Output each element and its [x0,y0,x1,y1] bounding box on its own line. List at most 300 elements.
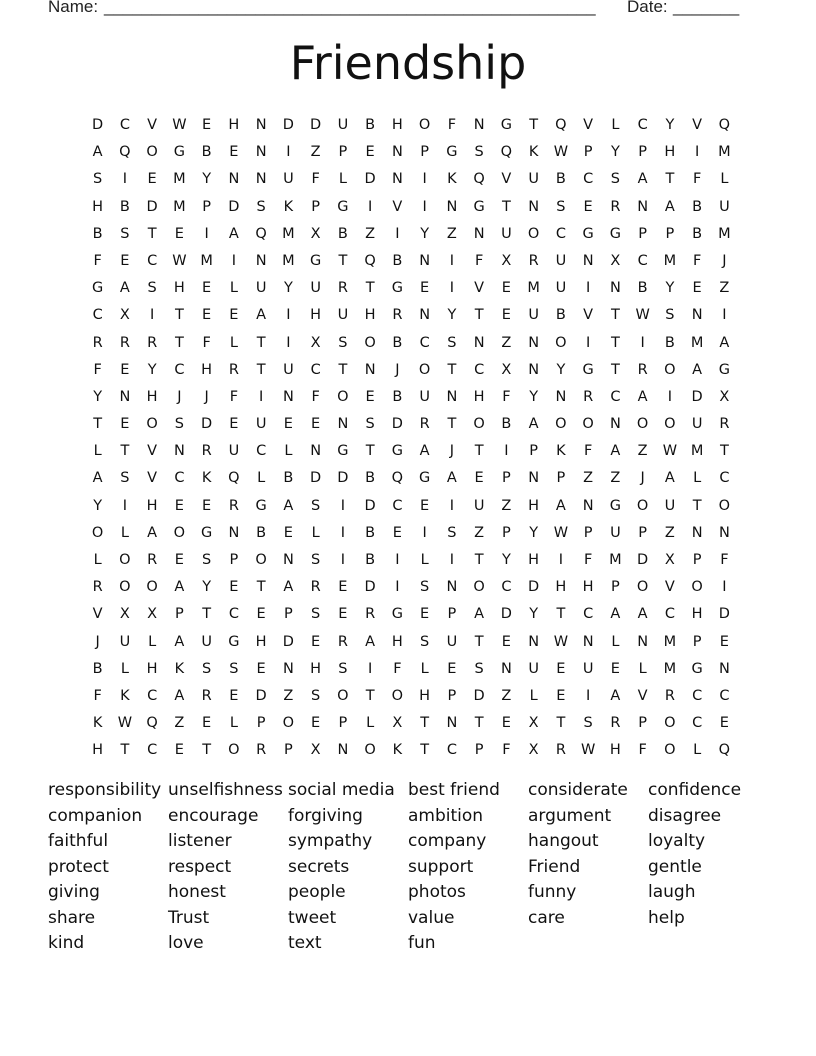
grid-letter[interactable]: D [255,687,267,704]
grid-letter[interactable]: N [391,171,403,188]
grid-letter[interactable]: V [474,280,485,297]
grid-letter[interactable]: V [392,198,403,215]
grid-letter[interactable]: U [228,443,240,460]
grid-letter[interactable]: E [174,742,184,759]
grid-letter[interactable]: W [172,252,187,269]
grid-letter[interactable]: E [692,280,702,297]
grid-letter[interactable]: O [146,144,158,161]
grid-letter[interactable]: U [555,280,567,297]
grid-letter[interactable]: S [120,470,130,487]
grid-letter[interactable]: P [284,742,293,759]
grid-letter[interactable]: A [92,470,103,487]
grid-letter[interactable]: H [691,606,703,623]
grid-letter[interactable]: G [92,280,104,297]
grid-letter[interactable]: N [446,579,458,596]
grid-letter[interactable]: G [201,524,213,541]
grid-letter[interactable]: F [692,171,702,188]
grid-letter[interactable]: F [692,252,702,269]
grid-letter[interactable]: X [501,361,512,378]
grid-letter[interactable]: U [610,524,621,541]
grid-letter[interactable]: Y [610,144,620,161]
grid-letter[interactable]: N [228,524,240,541]
grid-letter[interactable]: N [691,307,703,324]
grid-letter[interactable]: N [310,443,322,460]
grid-letter[interactable]: P [638,524,647,541]
grid-letter[interactable]: C [719,470,730,487]
grid-letter[interactable]: X [528,742,539,759]
grid-letter[interactable]: U [691,416,703,433]
grid-letter[interactable]: C [392,497,403,514]
grid-letter[interactable]: G [609,225,621,242]
grid-letter[interactable]: N [609,280,621,297]
grid-letter[interactable]: K [92,715,103,732]
grid-letter[interactable]: R [664,687,675,704]
grid-letter[interactable]: G [609,497,621,514]
grid-letter[interactable]: T [610,361,620,378]
grid-letter[interactable]: E [338,579,348,596]
grid-letter[interactable]: Z [283,687,294,704]
grid-letter[interactable]: E [202,497,212,514]
grid-letter[interactable]: S [583,715,593,732]
grid-letter[interactable]: J [449,443,455,460]
grid-letter[interactable]: C [664,606,675,623]
grid-letter[interactable]: W [553,524,569,541]
grid-letter[interactable]: A [474,606,485,623]
grid-letter[interactable]: L [229,334,238,351]
grid-letter[interactable]: M [663,252,677,269]
grid-letter[interactable]: H [310,307,322,324]
grid-letter[interactable]: F [93,361,102,378]
grid-letter[interactable]: C [174,470,185,487]
grid-letter[interactable]: I [694,144,700,161]
grid-letter[interactable]: B [555,171,566,188]
grid-letter[interactable]: I [422,524,427,541]
grid-letter[interactable]: O [473,416,485,433]
grid-letter[interactable]: O [636,579,649,596]
grid-letter[interactable]: G [718,361,730,378]
grid-letter[interactable]: N [473,225,485,242]
grid-letter[interactable]: M [527,280,540,297]
grid-letter[interactable]: B [392,334,403,351]
grid-letter[interactable]: Y [283,280,293,297]
grid-letter[interactable]: G [582,361,594,378]
grid-letter[interactable]: L [338,171,347,188]
grid-letter[interactable]: P [447,606,457,623]
grid-letter[interactable]: E [283,416,293,433]
grid-letter[interactable]: D [391,416,403,433]
grid-letter[interactable]: Q [500,144,513,161]
grid-letter[interactable]: R [610,715,621,732]
grid-letter[interactable]: O [691,579,703,596]
grid-letter[interactable]: H [92,742,104,759]
grid-letter[interactable]: B [365,117,376,133]
grid-letter[interactable]: B [501,416,512,433]
grid-letter[interactable]: F [583,552,593,568]
grid-letter[interactable]: D [718,606,730,623]
grid-letter[interactable]: A [637,606,648,623]
grid-letter[interactable]: E [501,715,511,732]
grid-letter[interactable]: K [201,470,212,487]
grid-letter[interactable]: O [119,552,131,568]
grid-letter[interactable]: B [92,225,103,242]
grid-letter[interactable]: P [638,715,647,732]
grid-letter[interactable]: Y [93,497,103,514]
grid-letter[interactable]: U [719,198,730,215]
grid-letter[interactable]: H [146,660,158,677]
grid-letter[interactable]: N [500,660,512,677]
grid-letter[interactable]: I [286,307,291,324]
grid-letter[interactable]: E [229,687,239,704]
grid-letter[interactable]: N [691,524,703,541]
grid-letter[interactable]: O [473,579,485,596]
grid-letter[interactable]: R [147,334,158,351]
grid-letter[interactable]: P [338,715,348,732]
grid-letter[interactable]: S [311,687,321,704]
grid-letter[interactable]: E [311,416,321,433]
grid-letter[interactable]: M [718,225,731,242]
grid-letter[interactable]: N [282,552,294,568]
grid-letter[interactable]: E [420,497,430,514]
grid-letter[interactable]: M [282,225,295,242]
grid-letter[interactable]: U [419,388,430,405]
grid-letter[interactable]: O [337,687,349,704]
grid-letter[interactable]: I [395,579,400,596]
grid-letter[interactable]: F [638,742,647,759]
grid-letter[interactable]: M [173,171,186,188]
grid-letter[interactable]: A [637,388,648,405]
grid-letter[interactable]: C [228,606,239,623]
grid-letter[interactable]: O [228,742,240,759]
grid-letter[interactable]: R [147,552,158,568]
grid-letter[interactable]: Y [202,579,212,596]
grid-letter[interactable]: R [337,633,348,650]
grid-letter[interactable]: I [422,198,427,215]
grid-letter[interactable]: E [202,715,212,732]
grid-letter[interactable]: T [474,715,484,732]
grid-letter[interactable]: I [204,225,209,242]
grid-letter[interactable]: N [255,252,267,269]
grid-letter[interactable]: X [392,715,403,732]
grid-letter[interactable]: E [311,633,321,650]
grid-letter[interactable]: N [555,388,567,405]
grid-letter[interactable]: C [610,388,621,405]
grid-letter[interactable]: C [692,715,703,732]
grid-letter[interactable]: H [310,660,322,677]
grid-letter[interactable]: O [364,742,376,759]
grid-letter[interactable]: E [719,633,729,650]
grid-letter[interactable]: R [119,334,130,351]
grid-letter[interactable]: N [255,171,267,188]
grid-letter[interactable]: G [391,606,403,623]
grid-letter[interactable]: V [583,117,594,133]
grid-letter[interactable]: S [556,198,566,215]
grid-letter[interactable]: T [365,687,375,704]
grid-letter[interactable]: Q [255,225,267,242]
grid-letter[interactable]: O [391,687,404,704]
grid-letter[interactable]: E [174,552,184,568]
grid-letter[interactable]: T [474,443,484,460]
grid-letter[interactable]: D [364,579,376,596]
grid-letter[interactable]: E [501,633,511,650]
grid-letter[interactable]: R [201,443,212,460]
grid-letter[interactable]: D [282,633,294,650]
grid-letter[interactable]: R [555,742,566,759]
grid-letter[interactable]: T [174,334,184,351]
grid-letter[interactable]: N [582,252,594,269]
grid-letter[interactable]: H [391,117,403,133]
grid-letter[interactable]: Z [474,524,485,541]
grid-letter[interactable]: U [119,633,131,650]
grid-letter[interactable]: E [229,307,239,324]
grid-letter[interactable]: V [501,171,512,188]
grid-letter[interactable]: S [338,334,348,351]
grid-letter[interactable]: N [391,144,403,161]
grid-letter[interactable]: R [583,388,594,405]
grid-letter[interactable]: N [609,416,621,433]
grid-letter[interactable]: D [310,117,322,133]
grid-letter[interactable]: C [147,252,158,269]
grid-letter[interactable]: O [337,388,349,405]
grid-letter[interactable]: Z [310,144,321,161]
grid-letter[interactable]: E [338,606,348,623]
grid-letter[interactable]: T [202,606,212,623]
grid-letter[interactable]: U [201,633,212,650]
grid-letter[interactable]: I [122,171,128,188]
grid-letter[interactable]: E [365,388,375,405]
grid-letter[interactable]: P [420,144,429,161]
grid-letter[interactable]: V [664,579,675,596]
grid-letter[interactable]: H [555,579,567,596]
grid-letter[interactable]: N [419,307,431,324]
grid-letter[interactable]: V [147,470,158,487]
grid-letter[interactable]: A [365,633,376,650]
grid-letter[interactable]: U [337,117,349,133]
grid-letter[interactable]: O [664,715,676,732]
grid-letter[interactable]: I [286,144,291,161]
grid-letter[interactable]: K [447,171,457,188]
grid-letter[interactable]: V [147,443,158,460]
grid-letter[interactable]: Z [446,225,457,242]
grid-letter[interactable]: P [311,198,320,215]
grid-letter[interactable]: E [256,660,266,677]
grid-letter[interactable]: O [555,334,567,351]
grid-letter[interactable]: N [528,361,540,378]
grid-letter[interactable]: L [529,687,538,704]
grid-letter[interactable]: I [340,497,346,514]
grid-letter[interactable]: B [637,280,648,297]
grid-letter[interactable]: P [529,443,538,460]
grid-letter[interactable]: Y [420,225,430,242]
grid-letter[interactable]: I [122,497,128,514]
grid-letter[interactable]: A [610,687,621,704]
grid-letter[interactable]: L [229,280,238,297]
grid-letter[interactable]: N [528,633,540,650]
grid-letter[interactable]: K [528,144,539,161]
grid-letter[interactable]: Z [174,715,185,732]
grid-letter[interactable]: P [692,633,702,650]
grid-letter[interactable]: H [201,361,213,378]
grid-letter[interactable]: L [148,633,157,650]
grid-letter[interactable]: O [364,334,376,351]
grid-letter[interactable]: N [446,198,458,215]
grid-letter[interactable]: B [201,144,212,161]
grid-letter[interactable]: B [365,552,376,568]
grid-letter[interactable]: R [256,742,267,759]
grid-letter[interactable]: K [556,443,566,460]
grid-letter[interactable]: P [638,144,647,161]
grid-letter[interactable]: O [146,416,158,433]
grid-letter[interactable]: G [228,633,240,650]
grid-letter[interactable]: H [582,579,594,596]
grid-letter[interactable]: O [91,524,104,541]
grid-letter[interactable]: T [174,307,184,324]
grid-letter[interactable]: D [146,198,158,215]
grid-letter[interactable]: E [365,144,375,161]
date-field-line[interactable]: _______ [673,0,740,16]
grid-letter[interactable]: A [610,606,621,623]
grid-letter[interactable]: L [120,524,129,541]
grid-letter[interactable]: E [202,307,212,324]
grid-letter[interactable]: P [202,198,211,215]
grid-letter[interactable]: D [228,198,240,215]
grid-letter[interactable]: E [583,198,593,215]
grid-letter[interactable]: U [555,252,567,269]
grid-letter[interactable]: R [92,334,103,351]
grid-letter[interactable]: F [393,660,402,677]
grid-letter[interactable]: X [119,606,130,623]
grid-letter[interactable]: E [556,687,566,704]
grid-letter[interactable]: O [582,416,594,433]
grid-letter[interactable]: M [690,443,704,460]
grid-letter[interactable]: I [449,280,455,297]
grid-letter[interactable]: B [555,307,566,324]
grid-letter[interactable]: T [474,552,484,568]
grid-letter[interactable]: E [229,416,239,433]
grid-letter[interactable]: E [556,660,566,677]
grid-letter[interactable]: C [719,687,730,704]
grid-letter[interactable]: N [446,388,458,405]
grid-letter[interactable]: N [282,660,294,677]
grid-letter[interactable]: H [391,633,403,650]
grid-letter[interactable]: G [446,144,458,161]
grid-letter[interactable]: O [636,416,649,433]
grid-letter[interactable]: R [228,497,239,514]
grid-letter[interactable]: X [310,742,321,759]
grid-letter[interactable]: U [528,171,539,188]
grid-letter[interactable]: T [447,361,457,378]
grid-letter[interactable]: H [473,388,485,405]
grid-letter[interactable]: Y [529,388,539,405]
grid-letter[interactable]: C [583,171,594,188]
grid-letter[interactable]: R [92,579,103,596]
grid-letter[interactable]: S [610,171,620,188]
grid-letter[interactable]: I [722,579,727,596]
grid-letter[interactable]: O [255,552,267,568]
grid-letter[interactable]: D [282,117,294,133]
grid-letter[interactable]: Y [202,171,212,188]
grid-letter[interactable]: A [147,524,158,541]
grid-letter[interactable]: B [337,225,348,242]
grid-letter[interactable]: A [664,470,675,487]
grid-letter[interactable]: Q [364,252,376,269]
grid-letter[interactable]: N [473,117,485,133]
grid-letter[interactable]: S [365,416,375,433]
grid-letter[interactable]: A [610,443,621,460]
grid-letter[interactable]: T [365,280,375,297]
grid-letter[interactable]: Z [610,470,621,487]
grid-letter[interactable]: H [609,742,621,759]
grid-letter[interactable]: O [555,416,567,433]
grid-letter[interactable]: R [528,252,539,269]
grid-letter[interactable]: O [119,579,131,596]
grid-letter[interactable]: S [311,552,321,568]
grid-letter[interactable]: Z [501,334,512,351]
grid-letter[interactable]: I [395,225,400,242]
grid-letter[interactable]: S [229,660,239,677]
grid-letter[interactable]: R [201,687,212,704]
grid-letter[interactable]: I [585,687,591,704]
grid-letter[interactable]: E [202,117,212,133]
grid-letter[interactable]: X [147,606,158,623]
grid-letter[interactable]: C [92,307,103,324]
grid-letter[interactable]: I [340,552,346,568]
grid-letter[interactable]: X [610,252,621,269]
grid-letter[interactable]: N [446,715,458,732]
grid-letter[interactable]: E [120,361,130,378]
grid-letter[interactable]: G [391,280,403,297]
grid-letter[interactable]: L [366,715,375,732]
grid-letter[interactable]: P [229,552,239,568]
grid-letter[interactable]: I [449,497,455,514]
grid-letter[interactable]: Y [147,361,157,378]
grid-letter[interactable]: V [147,117,158,133]
grid-letter[interactable]: T [365,443,375,460]
grid-letter[interactable]: I [231,252,237,269]
grid-letter[interactable]: S [120,225,130,242]
grid-letter[interactable]: R [392,307,403,324]
grid-letter[interactable]: A [637,171,648,188]
grid-letter[interactable]: V [692,117,703,133]
grid-letter[interactable]: E [420,280,430,297]
grid-letter[interactable]: Q [718,742,731,759]
grid-letter[interactable]: P [338,144,348,161]
grid-letter[interactable]: L [420,552,429,568]
grid-letter[interactable]: I [422,171,427,188]
grid-letter[interactable]: F [229,388,239,405]
grid-letter[interactable]: L [693,742,702,759]
grid-letter[interactable]: I [395,552,400,568]
grid-letter[interactable]: Q [228,470,240,487]
grid-letter[interactable]: F [311,171,320,188]
grid-letter[interactable]: A [283,497,294,514]
grid-letter[interactable]: F [202,334,211,351]
grid-letter[interactable]: I [504,443,509,460]
grid-letter[interactable]: T [501,198,511,215]
grid-letter[interactable]: H [528,497,540,514]
grid-letter[interactable]: A [174,579,185,596]
grid-letter[interactable]: H [255,633,267,650]
grid-letter[interactable]: U [501,225,512,242]
grid-letter[interactable]: G [500,117,512,133]
grid-letter[interactable]: L [93,552,102,568]
grid-letter[interactable]: I [367,660,373,677]
grid-letter[interactable]: O [664,742,676,759]
grid-letter[interactable]: E [447,660,457,677]
grid-letter[interactable]: C [256,443,267,460]
grid-letter[interactable]: A [692,361,703,378]
grid-letter[interactable]: I [367,198,373,215]
grid-letter[interactable]: N [528,334,540,351]
